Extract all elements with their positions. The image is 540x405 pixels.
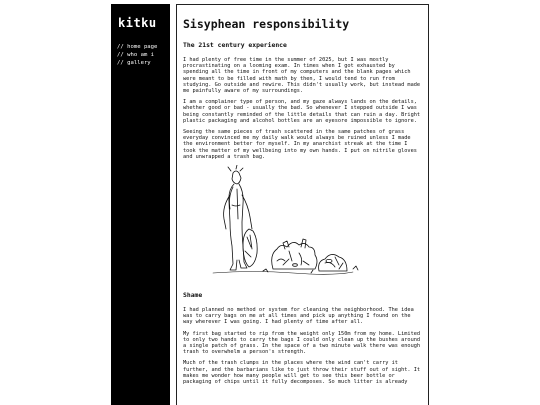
paragraph: My first bag started to rip from the weight only 150m from my home. Limited to only two hands to carry the bags I could only clean up the bushes around a single patch of grass. In the space of a two minute walk there was enough trash to overwhelm a person's strength. — [183, 330, 421, 356]
section-heading: The 21st century experience — [183, 41, 287, 49]
nav-who-am-i[interactable]: // who am i — [117, 52, 155, 58]
sidebar — [111, 4, 170, 405]
paragraph: Seeing the same pieces of trash scattered in the same patches of grass everyday convinced me my daily walk would always be ruined unless I made the environment better for myself. In my anarchist streak at the time I took the matter of my wellbeing into my own hands. I put on nitrile gloves and unwrapped a trash bag. — [183, 129, 417, 160]
page-title: Sisyphean responsibility — [183, 17, 350, 31]
site-logo[interactable]: kitku — [118, 16, 157, 30]
article-content — [176, 4, 429, 405]
section-heading: Shame — [183, 291, 203, 300]
paragraph: I had plenty of free time in the summer of 2025, but I was mostly procrastinating on a looming exam. In times when I got exhausted by spending all the time in front of my computers and the blank pages which were meant to be filled with math by then, I would tend to run from studying. Go outside and rewire. This didn't usually work, but instead made me painfully aware of my surroundings. — [183, 57, 421, 95]
nav-gallery[interactable]: // gallery — [117, 60, 151, 66]
trash-collector-sketch-image — [203, 165, 363, 283]
sidebar-nav — [117, 43, 157, 67]
paragraph: I am a complainer type of person, and my gaze always lands on the details, whether good or bad - usually the bad. So whenever I stepped outside I was being constantly reminded of the little details that can ruin a day. Bright plastic packaging and alcohol bottles are an eyesore impossible to ignore. — [183, 99, 421, 124]
nav-home-page[interactable]: // home page — [117, 44, 158, 50]
paragraph: Much of the trash clumps in the places where the wind can't carry it further, and the barbarians like to just throw their stuff out of sight. It makes me wonder how many people will get to see this beer bottle or packaging of chips until it fully decomposes. So much litter is already — [183, 360, 421, 386]
paragraph: I had planned no method or system for cleaning the neighborhood. The idea was to carry bags on me at all times and pick up anything I found on the way wherever I was going. I had plenty of time after all. — [183, 307, 414, 326]
